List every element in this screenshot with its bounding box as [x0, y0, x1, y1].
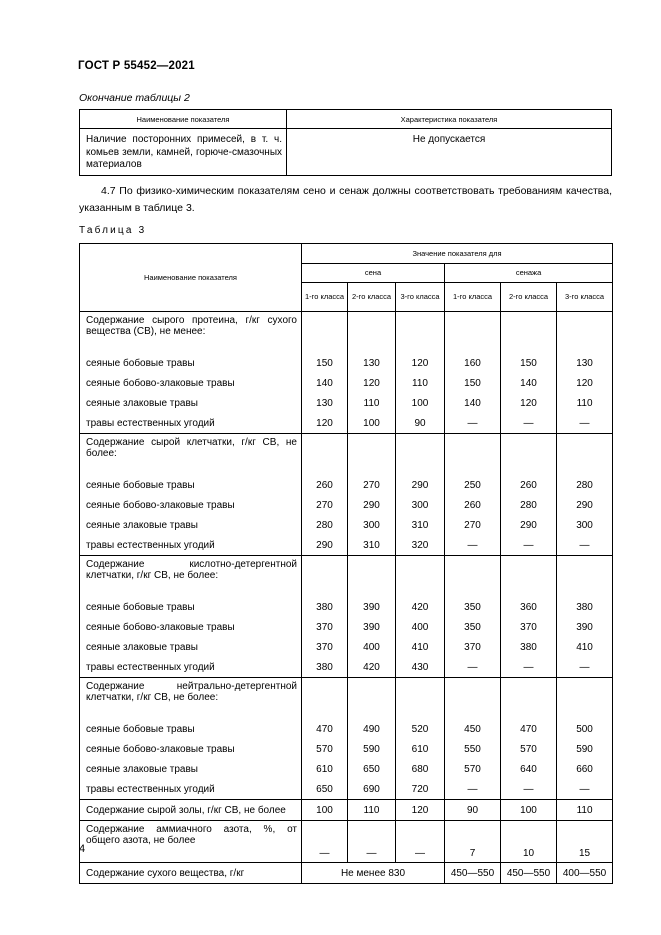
- row-name: сеяные бобово-злаковые травы: [80, 617, 302, 637]
- row-value: 380: [302, 657, 348, 678]
- row-value: 660: [557, 759, 613, 779]
- row-value: 15: [557, 821, 613, 863]
- row-name: сеяные бобово-злаковые травы: [80, 373, 302, 393]
- row-name: сеяные злаковые травы: [80, 637, 302, 657]
- row-value: 260: [302, 475, 348, 495]
- empty-cell: [348, 434, 396, 476]
- empty-cell: [445, 678, 501, 720]
- table3-row: [80, 373, 613, 393]
- row-value: 420: [348, 657, 396, 678]
- table3-dry-matter-row: [80, 863, 613, 884]
- table3-hay-header: сена: [302, 264, 445, 283]
- empty-cell: [348, 312, 396, 354]
- table3-row: [80, 597, 613, 617]
- table3-row: [80, 637, 613, 657]
- empty-cell: [396, 556, 445, 598]
- row-name: Содержание аммиачного азота, %, от общего азота, не более: [80, 821, 302, 863]
- row-value: 450—550: [501, 863, 557, 884]
- row-name: травы естественных угодий: [80, 413, 302, 434]
- row-value: 110: [396, 373, 445, 393]
- row-value: 390: [348, 597, 396, 617]
- table3: [79, 243, 613, 884]
- row-value: 650: [302, 779, 348, 800]
- row-value: 390: [348, 617, 396, 637]
- page-number: 4: [79, 843, 86, 855]
- row-value: 7: [445, 821, 501, 863]
- row-value: —: [501, 535, 557, 556]
- row-value: 450—550: [445, 863, 501, 884]
- row-value: 250: [445, 475, 501, 495]
- table3-row: [80, 779, 613, 800]
- row-value: 470: [302, 719, 348, 739]
- row-value: 610: [396, 739, 445, 759]
- group-title: Содержание сырой клетчатки, г/кг СВ, не более:: [80, 434, 302, 476]
- row-name: травы естественных угодий: [80, 535, 302, 556]
- row-value: 570: [445, 759, 501, 779]
- row-value: 520: [396, 719, 445, 739]
- row-value: —: [396, 821, 445, 863]
- table3-row: [80, 617, 613, 637]
- table3-group-title-row: [80, 556, 613, 598]
- row-value: 130: [557, 353, 613, 373]
- empty-cell: [396, 678, 445, 720]
- row-value: 500: [557, 719, 613, 739]
- row-name: Содержание сухого вещества, г/кг: [80, 863, 302, 884]
- table3-group-title-row: [80, 678, 613, 720]
- row-value: 100: [501, 800, 557, 821]
- empty-cell: [445, 312, 501, 354]
- row-value: 490: [348, 719, 396, 739]
- row-value: 120: [557, 373, 613, 393]
- row-value: Не менее 830: [302, 863, 445, 884]
- row-name: Содержание сырой золы, г/кг СВ, не более: [80, 800, 302, 821]
- row-value: 280: [557, 475, 613, 495]
- table3-row: [80, 353, 613, 373]
- row-value: 300: [396, 495, 445, 515]
- row-value: 90: [445, 800, 501, 821]
- row-value: 10: [501, 821, 557, 863]
- row-value: 110: [348, 393, 396, 413]
- row-value: 360: [501, 597, 557, 617]
- row-value: 130: [302, 393, 348, 413]
- row-value: —: [501, 413, 557, 434]
- table3-row: [80, 739, 613, 759]
- table3-class-header: 1-го класса: [302, 283, 348, 312]
- row-name: сеяные бобовые травы: [80, 353, 302, 373]
- table3-class-header: 2-го класса: [501, 283, 557, 312]
- table3-caption: Таблица 3: [79, 225, 147, 236]
- row-name: сеяные бобово-злаковые травы: [80, 495, 302, 515]
- row-value: 140: [501, 373, 557, 393]
- row-value: 100: [302, 800, 348, 821]
- row-value: 90: [396, 413, 445, 434]
- table3-class-header: 1-го класса: [445, 283, 501, 312]
- table2: [79, 109, 612, 176]
- row-value: 120: [396, 353, 445, 373]
- table3-row: [80, 657, 613, 678]
- group-title: Содержание кислотно-детергентной клетчатки, г/кг СВ, не более:: [80, 556, 302, 598]
- row-value: 130: [348, 353, 396, 373]
- group-title: Содержание сырого протеина, г/кг сухого вещества (СВ), не менее:: [80, 312, 302, 354]
- row-value: 570: [501, 739, 557, 759]
- empty-cell: [557, 678, 613, 720]
- row-value: 160: [445, 353, 501, 373]
- row-value: 420: [396, 597, 445, 617]
- row-value: 400: [348, 637, 396, 657]
- row-value: —: [302, 821, 348, 863]
- table3-row: [80, 475, 613, 495]
- row-value: 320: [396, 535, 445, 556]
- row-value: 150: [302, 353, 348, 373]
- paragraph-4-7: 4.7 По физико-химическим показателям сено и сенаж должны соответствовать требованиям качества, указанным в таблице 3.: [79, 185, 612, 214]
- table3-ammonia-row: [80, 821, 613, 863]
- table2-caption: Окончание таблицы 2: [79, 92, 190, 104]
- row-value: 280: [501, 495, 557, 515]
- row-value: 110: [557, 800, 613, 821]
- row-value: 290: [302, 535, 348, 556]
- row-value: 370: [501, 617, 557, 637]
- row-value: 140: [302, 373, 348, 393]
- row-value: 100: [396, 393, 445, 413]
- empty-cell: [302, 312, 348, 354]
- row-value: 610: [302, 759, 348, 779]
- row-value: 110: [557, 393, 613, 413]
- row-value: 400—550: [557, 863, 613, 884]
- row-value: 280: [302, 515, 348, 535]
- row-name: сеяные бобовые травы: [80, 475, 302, 495]
- empty-cell: [501, 434, 557, 476]
- empty-cell: [557, 556, 613, 598]
- table3-class-header: 3-го класса: [557, 283, 613, 312]
- empty-cell: [501, 678, 557, 720]
- table3-name-header: Наименование показателя: [80, 244, 302, 312]
- row-value: 370: [302, 637, 348, 657]
- row-value: 690: [348, 779, 396, 800]
- empty-cell: [348, 678, 396, 720]
- row-value: 140: [445, 393, 501, 413]
- row-value: 370: [302, 617, 348, 637]
- row-value: 590: [557, 739, 613, 759]
- row-name: сеяные злаковые травы: [80, 759, 302, 779]
- row-value: —: [445, 779, 501, 800]
- row-value: 720: [396, 779, 445, 800]
- row-value: 680: [396, 759, 445, 779]
- row-value: —: [445, 535, 501, 556]
- standard-code: ГОСТ Р 55452—2021: [78, 60, 195, 72]
- row-value: 470: [501, 719, 557, 739]
- row-value: —: [501, 779, 557, 800]
- row-value: 150: [445, 373, 501, 393]
- empty-cell: [302, 556, 348, 598]
- row-value: 450: [445, 719, 501, 739]
- row-value: 650: [348, 759, 396, 779]
- empty-cell: [501, 312, 557, 354]
- table2-col2-header: Характеристика показателя: [287, 110, 612, 129]
- row-value: —: [445, 413, 501, 434]
- empty-cell: [445, 556, 501, 598]
- table3-group-title-row: [80, 312, 613, 354]
- row-value: 410: [557, 637, 613, 657]
- row-value: 380: [302, 597, 348, 617]
- group-title: Содержание нейтрально-детергентной клетчатки, г/кг СВ, не более:: [80, 678, 302, 720]
- row-value: 570: [302, 739, 348, 759]
- row-value: —: [557, 535, 613, 556]
- row-value: 120: [396, 800, 445, 821]
- table3-class-header: 3-го класса: [396, 283, 445, 312]
- table2-row-name: Наличие посторонних примесей, в т. ч. комьев земли, камней, горюче-смазочных материалов: [80, 129, 287, 176]
- row-value: 120: [302, 413, 348, 434]
- row-value: —: [557, 779, 613, 800]
- row-value: 100: [348, 413, 396, 434]
- table3-class-header: 2-го класса: [348, 283, 396, 312]
- row-value: 300: [557, 515, 613, 535]
- table3-value-header: Значение показателя для: [302, 244, 613, 264]
- row-name: травы естественных угодий: [80, 657, 302, 678]
- empty-cell: [348, 556, 396, 598]
- row-value: 290: [557, 495, 613, 515]
- empty-cell: [302, 434, 348, 476]
- row-value: 120: [348, 373, 396, 393]
- row-value: 430: [396, 657, 445, 678]
- empty-cell: [302, 678, 348, 720]
- row-value: —: [501, 657, 557, 678]
- row-name: сеяные бобовые травы: [80, 597, 302, 617]
- empty-cell: [501, 556, 557, 598]
- row-value: 370: [445, 637, 501, 657]
- row-value: —: [557, 657, 613, 678]
- row-value: 290: [396, 475, 445, 495]
- row-name: сеяные злаковые травы: [80, 515, 302, 535]
- row-value: —: [348, 821, 396, 863]
- table3-group-title-row: [80, 434, 613, 476]
- row-value: 380: [501, 637, 557, 657]
- table3-row: [80, 719, 613, 739]
- row-name: сеяные злаковые травы: [80, 393, 302, 413]
- empty-cell: [396, 312, 445, 354]
- empty-cell: [557, 434, 613, 476]
- row-name: травы естественных угодий: [80, 779, 302, 800]
- empty-cell: [445, 434, 501, 476]
- row-value: 260: [445, 495, 501, 515]
- table3-row: [80, 759, 613, 779]
- row-value: 290: [501, 515, 557, 535]
- row-value: 640: [501, 759, 557, 779]
- table3-row: [80, 535, 613, 556]
- row-value: 380: [557, 597, 613, 617]
- table3-row: [80, 413, 613, 434]
- row-value: 270: [302, 495, 348, 515]
- row-value: 120: [501, 393, 557, 413]
- row-value: 110: [348, 800, 396, 821]
- row-value: 350: [445, 617, 501, 637]
- row-value: 550: [445, 739, 501, 759]
- row-value: —: [557, 413, 613, 434]
- row-name: сеяные бобовые травы: [80, 719, 302, 739]
- empty-cell: [396, 434, 445, 476]
- row-value: 150: [501, 353, 557, 373]
- row-value: 270: [445, 515, 501, 535]
- table2-row-value: Не допускается: [287, 129, 612, 176]
- row-value: 590: [348, 739, 396, 759]
- table3-row: [80, 393, 613, 413]
- table2-col1-header: Наименование показателя: [80, 110, 287, 129]
- row-value: —: [445, 657, 501, 678]
- row-name: сеяные бобово-злаковые травы: [80, 739, 302, 759]
- row-value: 400: [396, 617, 445, 637]
- row-value: 300: [348, 515, 396, 535]
- table3-ash-row: [80, 800, 613, 821]
- row-value: 310: [348, 535, 396, 556]
- row-value: 260: [501, 475, 557, 495]
- row-value: 290: [348, 495, 396, 515]
- row-value: 270: [348, 475, 396, 495]
- row-value: 350: [445, 597, 501, 617]
- table3-haylage-header: сенажа: [445, 264, 613, 283]
- row-value: 310: [396, 515, 445, 535]
- table3-row: [80, 515, 613, 535]
- row-value: 390: [557, 617, 613, 637]
- empty-cell: [557, 312, 613, 354]
- row-value: 410: [396, 637, 445, 657]
- table3-row: [80, 495, 613, 515]
